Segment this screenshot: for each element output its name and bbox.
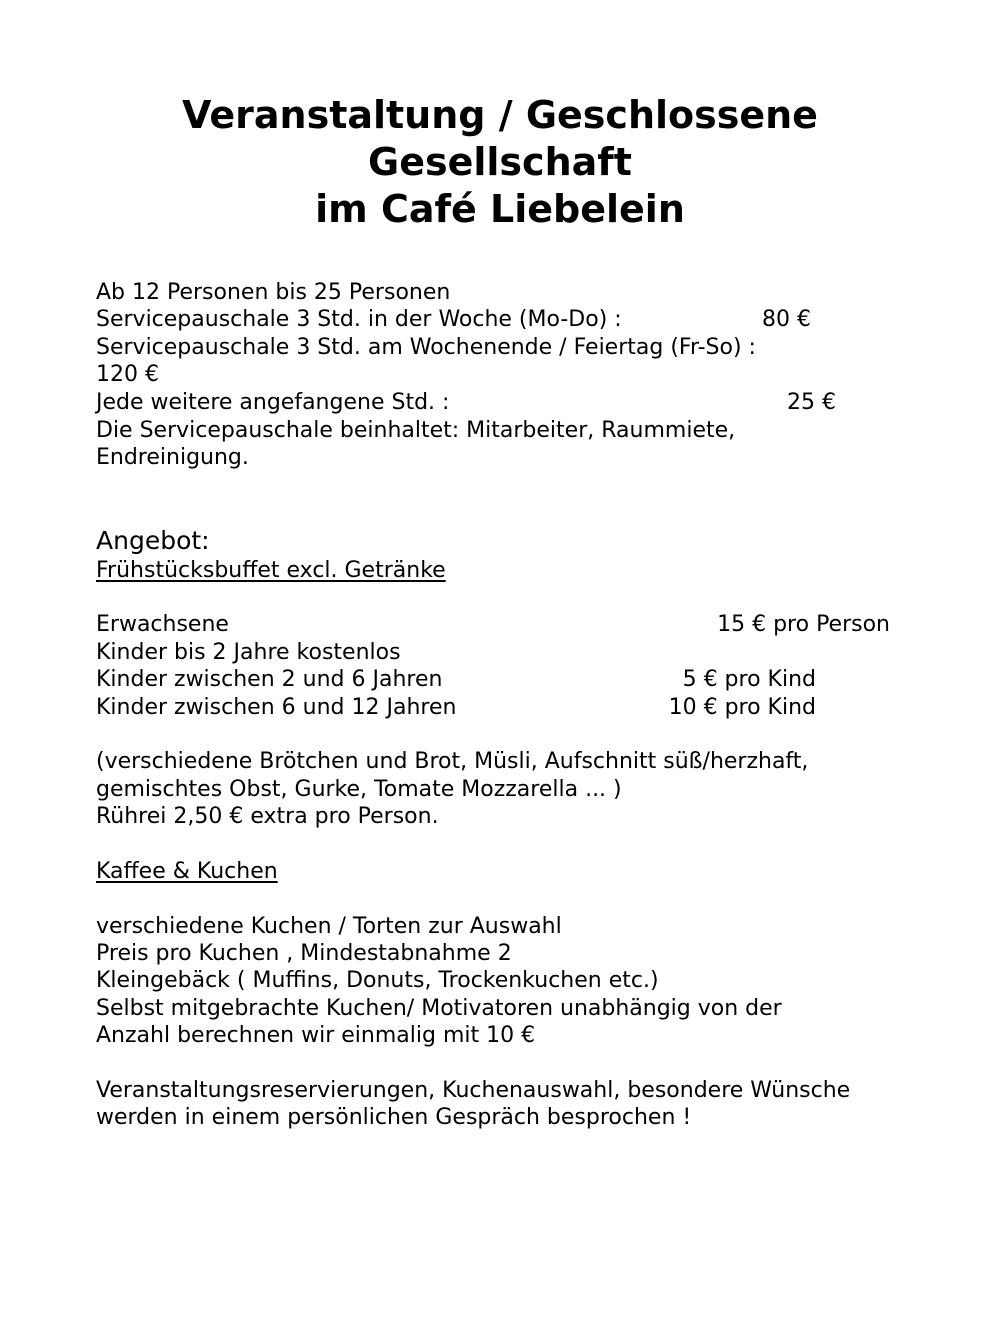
page-title-line-1: Veranstaltung / Geschlossene xyxy=(182,93,818,137)
extra-hour-price: 25 € xyxy=(787,390,836,415)
cake-line-1: verschiedene Kuchen / Torten zur Auswahl xyxy=(96,914,562,939)
breakfast-desc-1: (verschiedene Brötchen und Brot, Müsli, Aufschnitt süß/herzhaft, xyxy=(96,749,809,774)
page-title-line-2: Gesellschaft xyxy=(368,140,632,184)
offer-heading: Angebot: xyxy=(96,526,210,555)
closing-line-2: werden in einem persönlichen Gespräch besprochen ! xyxy=(96,1105,692,1130)
service-includes-2: Endreinigung. xyxy=(96,445,249,470)
price-kids-2-6: 5 € pro Kind xyxy=(682,667,816,692)
weekend-price: 120 € xyxy=(96,362,159,387)
breakfast-title: Frühstücksbuffet excl. Getränke xyxy=(96,558,446,583)
service-intro: Ab 12 Personen bis 25 Personen xyxy=(96,280,451,305)
page-title-line-3: im Café Liebelein xyxy=(315,187,685,231)
price-label-kids-6-12: Kinder zwischen 6 und 12 Jahren xyxy=(96,695,457,720)
breakfast-desc-3: Rührei 2,50 € extra pro Person. xyxy=(96,804,439,829)
weekday-price: 80 € xyxy=(762,307,811,332)
price-kids-6-12: 10 € pro Kind xyxy=(668,695,816,720)
price-label-kids-under-2: Kinder bis 2 Jahre kostenlos xyxy=(96,640,401,665)
price-label-kids-2-6: Kinder zwischen 2 und 6 Jahren xyxy=(96,667,443,692)
cake-line-3: Kleingebäck ( Muffins, Donuts, Trockenkuchen etc.) xyxy=(96,968,659,993)
breakfast-desc-2: gemischtes Obst, Gurke, Tomate Mozzarella ... ) xyxy=(96,777,622,802)
weekday-label: Servicepauschale 3 Std. in der Woche (Mo-Do) : xyxy=(96,307,622,332)
extra-hour-label: Jede weitere angefangene Std. : xyxy=(96,390,450,415)
closing-line-1: Veranstaltungsreservierungen, Kuchenauswahl, besondere Wünsche xyxy=(96,1078,851,1103)
price-adults: 15 € pro Person xyxy=(717,612,890,637)
cake-line-2: Preis pro Kuchen , Mindestabnahme 2 xyxy=(96,941,512,966)
cake-line-5: Anzahl berechnen wir einmalig mit 10 € xyxy=(96,1023,536,1048)
price-label-adults: Erwachsene xyxy=(96,612,229,637)
cake-title: Kaffee & Kuchen xyxy=(96,859,278,884)
cake-line-4: Selbst mitgebrachte Kuchen/ Motivatoren unabhängig von der xyxy=(96,996,782,1021)
service-includes-1: Die Servicepauschale beinhaltet: Mitarbeiter, Raummiete, xyxy=(96,418,736,443)
weekend-label: Servicepauschale 3 Std. am Wochenende / Feiertag (Fr-So) : xyxy=(96,335,756,360)
